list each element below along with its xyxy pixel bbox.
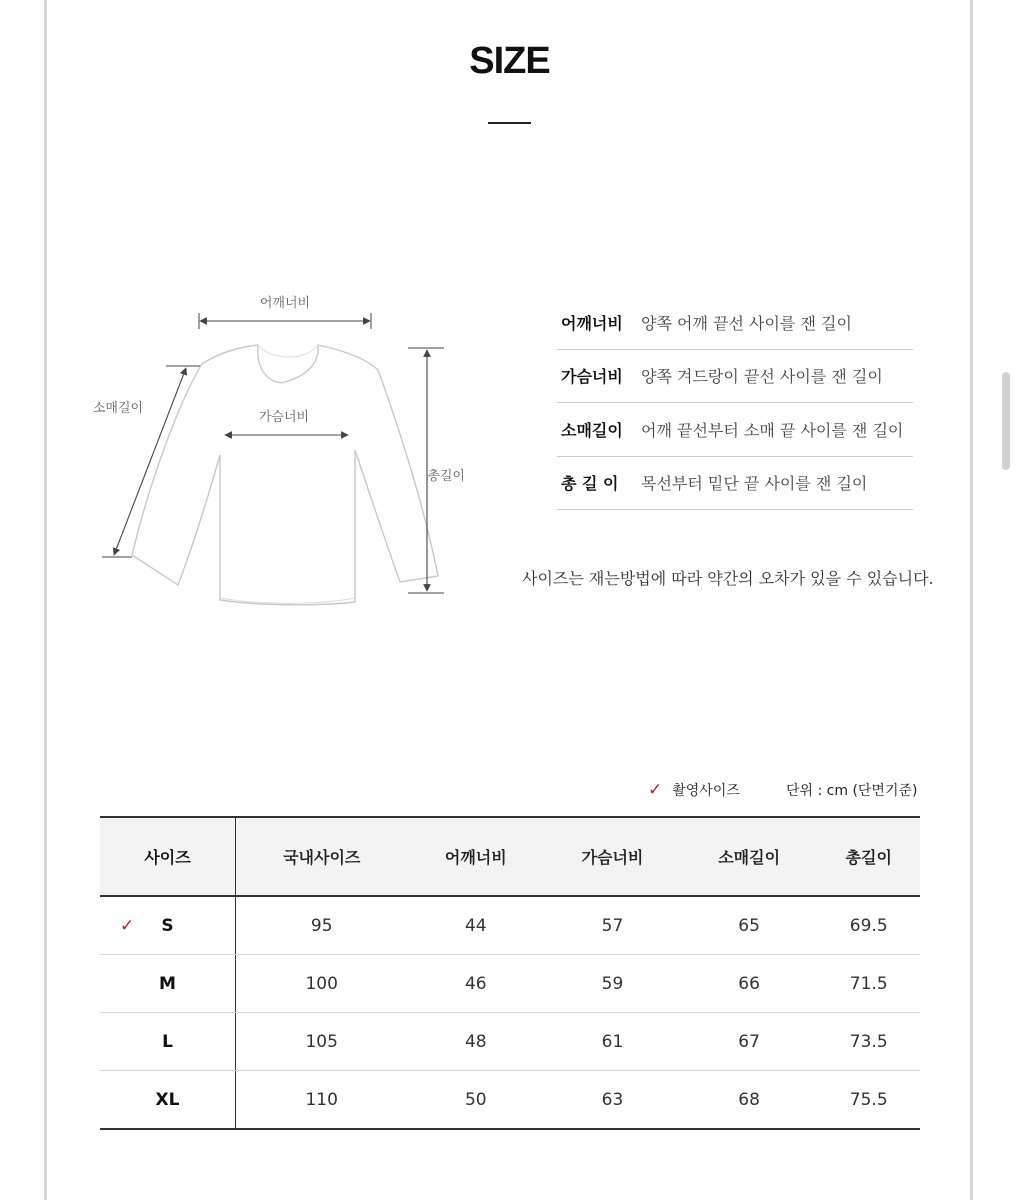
table-cell: 68 (681, 1071, 818, 1130)
size-cell (100, 955, 236, 1013)
definition-desc: 목선부터 밑단 끝 사이를 잰 길이 (641, 474, 868, 494)
table-cell: 95 (236, 896, 408, 955)
column-header: 국내사이즈 (236, 817, 408, 896)
definition-row (557, 296, 913, 350)
definition-term: 가슴너비 (561, 367, 623, 387)
table-row (100, 1013, 920, 1071)
table-row (100, 1071, 920, 1130)
definition-term: 소매길이 (561, 420, 623, 440)
table-cell: 44 (407, 896, 544, 955)
garment-measurement-diagram (80, 280, 465, 610)
table-cell: 48 (407, 1013, 544, 1071)
table-row (100, 896, 920, 955)
total-length-label: 총길이 (427, 469, 465, 484)
column-header: 가슴너비 (544, 817, 681, 896)
column-header: 사이즈 (100, 817, 236, 896)
size-label: XL (155, 1089, 180, 1110)
legend-label: 촬영사이즈 (672, 783, 740, 799)
table-cell: 65 (681, 896, 818, 955)
definition-desc: 어깨 끝선부터 소매 끝 사이를 잰 길이 (641, 420, 904, 440)
column-header: 소매길이 (681, 817, 818, 896)
table-cell: 66 (681, 955, 818, 1013)
table-header-row (100, 817, 920, 896)
table-cell: 71.5 (817, 955, 920, 1013)
column-header: 어깨너비 (407, 817, 544, 896)
size-cell (100, 1013, 236, 1071)
table-cell: 63 (544, 1071, 681, 1130)
table-cell: 110 (236, 1071, 408, 1130)
definition-row (557, 457, 913, 511)
table-cell: 67 (681, 1013, 818, 1071)
table-cell: 61 (544, 1013, 681, 1071)
table-row (100, 955, 920, 1013)
photo-size-legend (648, 780, 740, 800)
shirt-neckline (258, 345, 318, 357)
shoulder-width-label: 어깨너비 (259, 296, 311, 311)
left-border (44, 0, 47, 1200)
measurement-note: 사이즈는 재는방법에 따라 약간의 오차가 있을 수 있습니다. (522, 569, 934, 588)
table-cell: 57 (544, 896, 681, 955)
table-cell: 75.5 (817, 1071, 920, 1130)
size-cell (100, 896, 236, 955)
definition-term: 총 길 이 (561, 474, 619, 494)
definition-row (557, 350, 913, 404)
page-title: SIZE (469, 40, 550, 82)
table-cell: 100 (236, 955, 408, 1013)
table-cell: 105 (236, 1013, 408, 1071)
sleeve-length-label: 소매길이 (92, 401, 144, 416)
chest-width-label: 가슴너비 (258, 410, 310, 425)
definition-term: 어깨너비 (561, 313, 623, 333)
table-cell: 46 (407, 955, 544, 1013)
size-label: M (159, 973, 176, 994)
check-icon: ✓ (120, 915, 135, 936)
definition-row (557, 403, 913, 457)
table-cell: 73.5 (817, 1013, 920, 1071)
definition-desc: 양쪽 어깨 끝선 사이를 잰 길이 (641, 313, 852, 333)
sleeve-length-arrow (114, 368, 186, 555)
column-header: 총길이 (817, 817, 920, 896)
size-table (100, 816, 920, 1130)
table-cell: 59 (544, 955, 681, 1013)
definition-desc: 양쪽 겨드랑이 끝선 사이를 잰 길이 (641, 367, 883, 387)
table-cell: 69.5 (817, 896, 920, 955)
shirt-outline (132, 345, 438, 605)
table-cell: 50 (407, 1071, 544, 1130)
unit-label: 단위 : cm (단면기준) (786, 783, 918, 799)
measurement-definitions (557, 296, 913, 510)
check-icon: ✓ (648, 780, 663, 800)
right-border (970, 0, 973, 1200)
size-label: S (161, 915, 174, 936)
title-divider (488, 122, 531, 124)
scrollbar-thumb[interactable] (1002, 372, 1010, 470)
size-cell (100, 1071, 236, 1130)
size-label: L (162, 1031, 173, 1052)
